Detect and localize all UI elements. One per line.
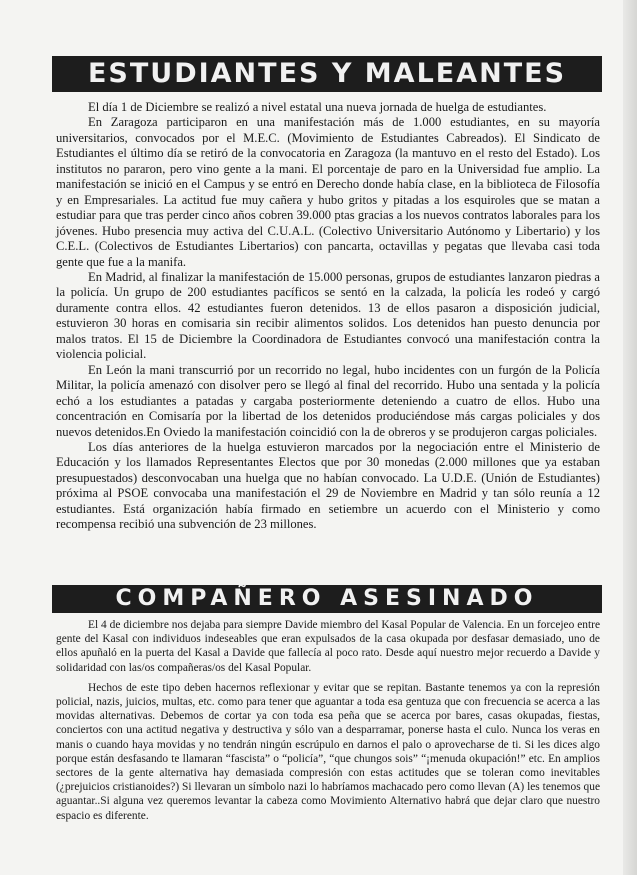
paragraph: El 4 de diciembre nos dejaba para siempre Davide miembro del Kasal Popular de Valencia. En un forcejeo entre gente del Kasal con individuos indeseables que eran expulsados de la casa okupada por desfasar demasiado, uno de ellos apuñaló en la puerta del Kasal a Davide que fallecía al poco rato. Desde aquí nuestro mejor recuerdo a Davide y solidaridad con las/os compañeras/os del Kasal Popular. (56, 619, 600, 674)
article-estudiantes (56, 100, 600, 533)
paragraph: En Madrid, al finalizar la manifestación de 15.000 personas, grupos de estudiantes lanzaron piedras a la policía. Un grupo de 200 estudiantes pacíficos se sentó en la calzada, la policía les rodeó y cargó duramente contra ellos. 42 estudiantes fueron detenidos. 13 de ellos pasaron a disposición judicial, estuvieron 30 horas en comisaria sin recibir alimentos solidos. Los detenidos han puesto denuncia por malos tratos. El 15 de Diciembre la Coordinadora de Estudiantes convocó una manifestación contra la violencia policial. (56, 269, 600, 362)
page-edge (623, 0, 637, 875)
article-companero (56, 618, 600, 823)
paragraph: En León la mani transcurrió por un recorrido no legal, hubo incidentes con un furgón de la Policía Militar, la policía amenazó con disolver pero se llegó al final del recorrido. Hubo una sentada y la policía echó a los estudiantes a patadas y cargaba posteriormente deteniendo a cuatro de ellos. Hubo una concentración en Comisaría por la libertad de los detenidos produciéndose más cargas policiales y dos nuevos detenidos.En Oviedo la manifestación coincidió con la de obreros y se produjeron cargas policiales. (56, 362, 600, 439)
paragraph: El día 1 de Diciembre se realizó a nivel estatal una nueva jornada de huelga de estudiantes. (88, 100, 547, 114)
paragraph: Hechos de este tipo deben hacernos reflexionar y evitar que se repitan. Bastante tenemos ya con la represión policial, nazis, juicios, multas, etc. como para tener que aguantar a toda esa gentuza que con frecuencia se acerca a las movidas alternativas. Debemos de cortar ya con toda esa peña que se acerca por bares, casas okupadas, fiestas, conciertos con una actitud negativa y destructiva y sólo van a desparramar, ponerse hasta el culo. Nunca los veras en manis o cuando haya movidas y no tendrán ningún escrúpulo en darnos el palo o aprovecharse de ti. Si les dices algo porque están desfasando te llamaran “fascista” o “policía”, “que chungos sois” “¡menuda okupación!” etc. En amplios sectores de la gente alternativa hay demasiada compresión con estas actitudes que se toleran como inevitables (¿prejuicios cristianoides?) Si llevaran un símbolo nazi lo habríamos machacado pero como llevan (A) les tenemos que aguantar..Si alguna vez queremos levantar la cabeza como Movimiento Alternativo habrá que dejar claro que nuestro espacio es diferente. (56, 681, 600, 822)
section-heading-estudiantes: ESTUDIANTES Y MALEANTES (52, 56, 602, 92)
section-heading-companero: COMPAÑERO ASESINADO (52, 585, 602, 613)
paragraph: En Zaragoza participaron en una manifestación más de 1.000 estudiantes, en su mayoría universitarios, convocados por el M.E.C. (Movimiento de Estudiantes Cabreados). El Sindicato de Estudiantes el último día se retiró de la convocatoria en Zaragoza (la mantuvo en el resto del Estado). Los institutos no pararon, pero vino gente a la mani. El porcentaje de paro en la Universidad fue amplio. La manifestación se inició en el Campus y se entró en Derecho donde había clase, en la biblioteca de Filosofía y en Empresariales. La actitud fue muy cañera y hubo gritos y pitadas a los esquiroles que se matan a estudiar para que tras perder cinco años cobren 39.000 ptas gracias a los nuevos contratos laborales para los jóvenes. Hubo presencia muy activa del C.U.A.L. (Colectivo Universitario Autónomo y Libertario) y los C.E.L. (Colectivos de Estudiantes Libertarios) con pancarta, octavillas y pegatas que llevaba casi toda gente que fue a la manifa. (56, 115, 600, 269)
paragraph: Los días anteriores de la huelga estuvieron marcados por la negociación entre el Ministerio de Educación y los llamados Representantes Electos que por 30 monedas (2.000 millones que ya estaban presupuestados) desconvocaban una huelga que no habían convocado. La U.D.E. (Unión de Estudiantes) próxima al PSOE convocaba una manifestación el 29 de Noviembre en Madrid y tan sólo reunía a 12 estudiantes. Está organización había firmado en setiembre un acuerdo con el Ministerio y como recompensa recibió una subvención de 23 millones. (56, 439, 600, 532)
